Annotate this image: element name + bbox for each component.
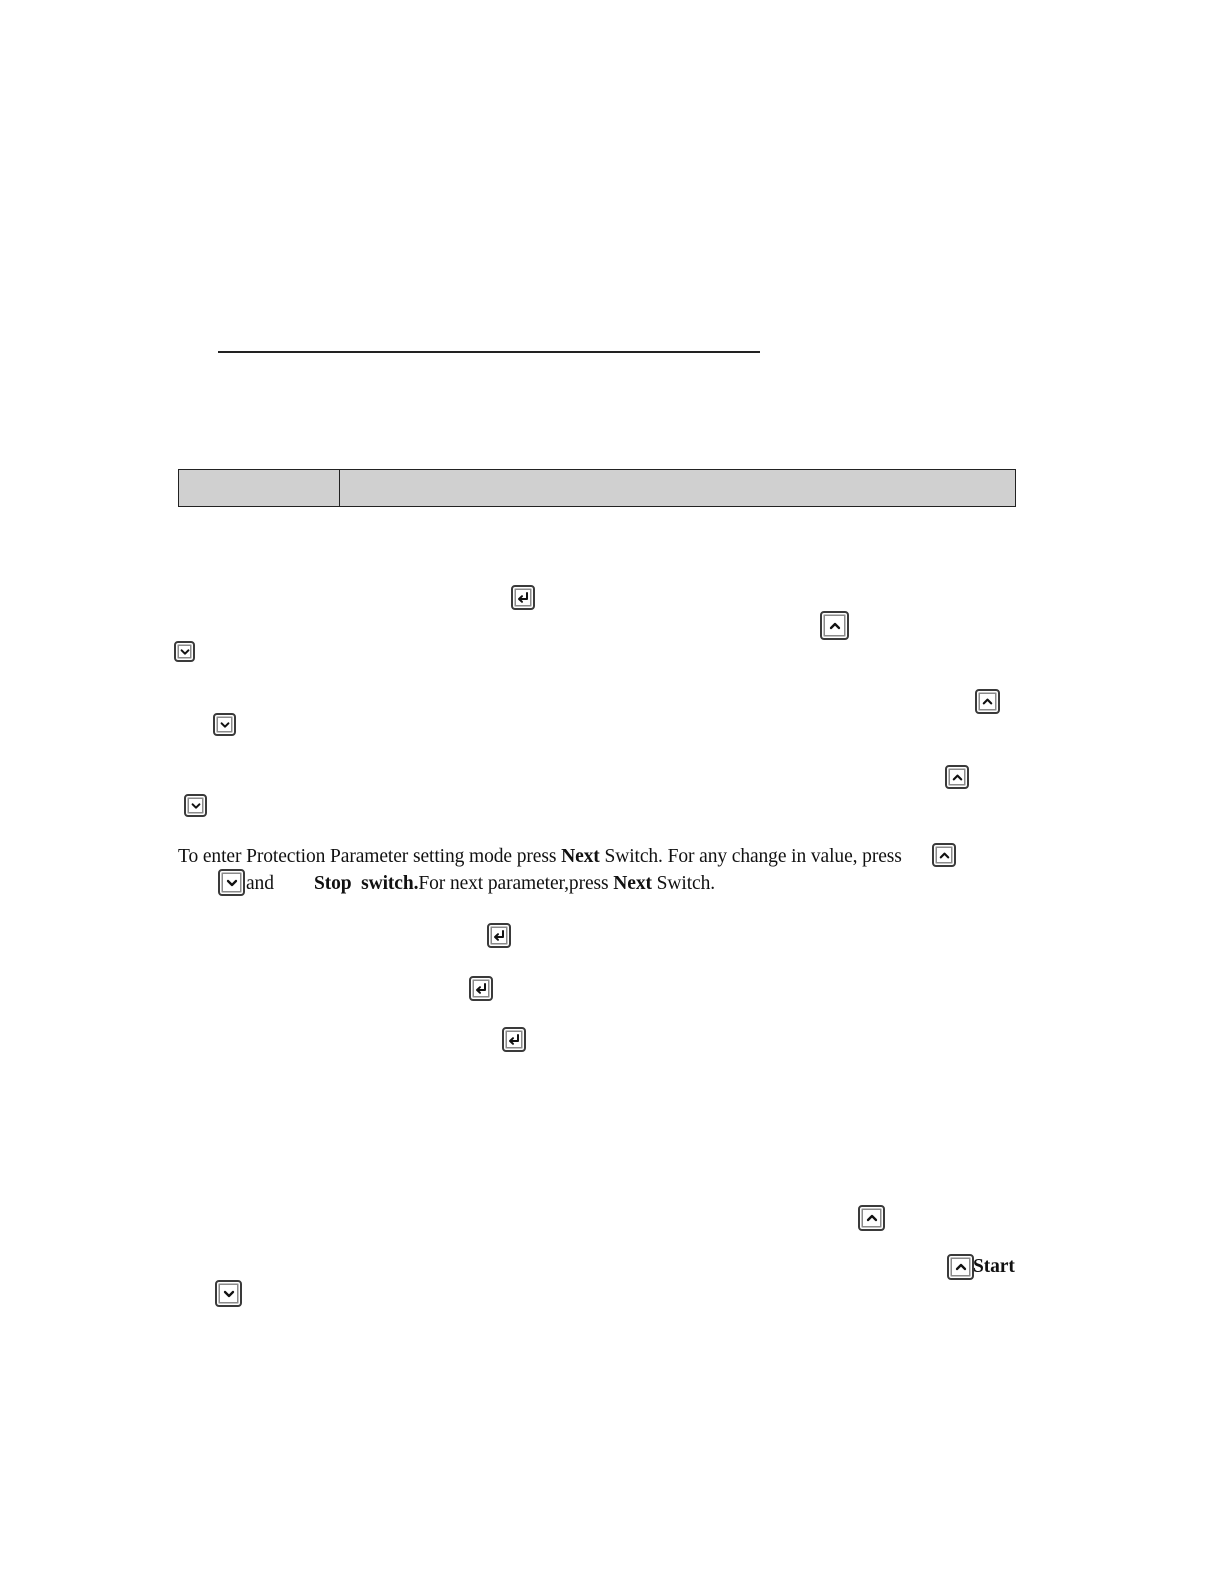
enter-key-icon bbox=[502, 1027, 526, 1052]
section-rule bbox=[218, 351, 760, 353]
start-switch-label: Start bbox=[973, 1256, 1015, 1277]
table-header-row bbox=[178, 469, 1016, 507]
down-arrow-key-icon bbox=[215, 1280, 242, 1307]
start-label bbox=[973, 1255, 1015, 1279]
and-text: and bbox=[246, 873, 274, 894]
up-arrow-key-icon bbox=[932, 843, 956, 867]
enter-key-icon bbox=[511, 585, 535, 610]
instruction-text: Switch. bbox=[651, 873, 715, 894]
switch-word: switch. bbox=[361, 873, 419, 894]
instruction-line-1 bbox=[178, 845, 902, 869]
stop-switch-label: Stop bbox=[314, 873, 352, 894]
instruction-and bbox=[246, 872, 274, 896]
up-arrow-key-icon bbox=[858, 1205, 885, 1231]
instruction-line-2 bbox=[314, 872, 715, 896]
up-arrow-key-icon bbox=[820, 611, 849, 640]
enter-key-icon bbox=[487, 923, 511, 948]
up-arrow-key-icon bbox=[947, 1254, 974, 1280]
down-arrow-key-icon bbox=[218, 869, 245, 896]
down-arrow-key-icon bbox=[184, 794, 207, 817]
next-switch-label: Next bbox=[561, 846, 600, 867]
up-arrow-key-icon bbox=[945, 765, 969, 789]
table-header-cell bbox=[340, 470, 1015, 506]
instruction-text: Switch. For any change in value, press bbox=[599, 846, 902, 867]
table-header-cell bbox=[179, 470, 340, 506]
next-switch-label: Next bbox=[613, 873, 652, 894]
instruction-text: To enter Protection Parameter setting mode press bbox=[178, 846, 562, 867]
down-arrow-key-icon bbox=[213, 713, 236, 736]
down-arrow-key-icon bbox=[174, 641, 195, 662]
instruction-text: For next parameter,press bbox=[418, 873, 614, 894]
enter-key-icon bbox=[469, 976, 493, 1001]
up-arrow-key-icon bbox=[975, 689, 1000, 714]
